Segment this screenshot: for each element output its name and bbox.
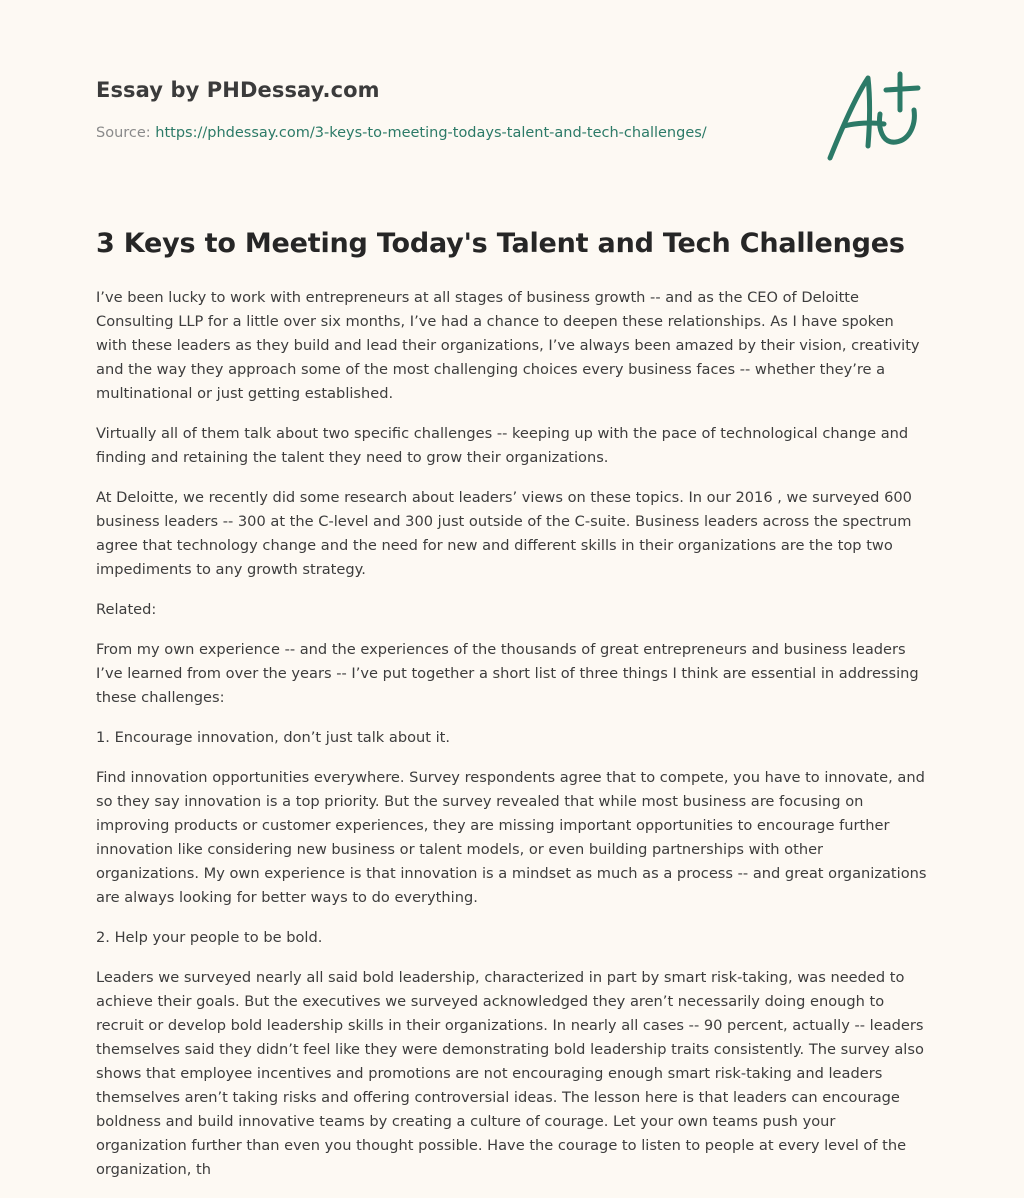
site-brand: Essay by PHDessay.com <box>96 78 380 102</box>
article-paragraph: Leaders we surveyed nearly all said bold leadership, characterized in part by smart risk-taking, was needed to achieve their goals. But the executives we surveyed acknowledged they aren’t necessarily doing enough to recruit or develop bold leadership skills in their organizations. In nearly all cases -- 90 percent, actually -- leaders themselves said they didn’t feel like they were demonstrating bold leadership traits consistently. The survey also shows that employee incentives and promotions are not encouraging enough smart risk-taking and leaders themselves aren’t taking risks and offering controversial ideas. The lesson here is that leaders can encourage boldness and build innovative teams by creating a culture of courage. Let your own teams push your organization further than even you thought possible. Have the courage to listen to people at every level of the organization, th <box>96 969 924 1178</box>
article-title: 3 Keys to Meeting Today's Talent and Tech Challenges <box>96 228 905 259</box>
article-paragraph: I’ve been lucky to work with entrepreneurs at all stages of business growth -- and as the CEO of Deloitte Consulting LLP for a little over six months, I’ve had a chance to deepen these relationships. As I have spoken with these leaders as they build and lead their organizations, I’ve always been amazed by their vision, creativity and the way they approach some of the most challenging choices every business faces -- whether they’re a multinational or just getting established. <box>96 289 920 402</box>
source-line <box>96 125 707 141</box>
article-paragraph: Virtually all of them talk about two specific challenges -- keeping up with the pace of technological change and finding and retaining the talent they need to grow their organizations. <box>96 425 909 466</box>
source-label: Source: <box>96 125 151 141</box>
article-body <box>96 286 928 1198</box>
article-paragraph: Related: <box>96 601 157 618</box>
section-heading: 1. Encourage innovation, don’t just talk about it. <box>96 729 451 746</box>
a-plus-grade-icon <box>820 66 930 166</box>
article-paragraph: At Deloitte, we recently did some research about leaders’ views on these topics. In our 2016 , we surveyed 600 business leaders -- 300 at the C-level and 300 just outside of the C-suite. Business leaders across the spectrum agree that technology change and the need for new and different skills in their organizations are the top two impediments to any growth strategy. <box>96 489 912 578</box>
article-paragraph: From my own experience -- and the experiences of the thousands of great entrepreneurs and business leaders I’ve learned from over the years -- I’ve put together a short list of three things I think are essential in addressing these challenges: <box>96 641 919 706</box>
section-heading: 2. Help your people to be bold. <box>96 929 323 946</box>
source-link[interactable]: https://phdessay.com/3-keys-to-meeting-todays-talent-and-tech-challenges/ <box>155 125 707 141</box>
article-paragraph: Find innovation opportunities everywhere. Survey respondents agree that to compete, you have to innovate, and so they say innovation is a top priority. But the survey revealed that while most business are focusing on improving products or customer experiences, they are missing important opportunities to encourage further innovation like considering new business or talent models, or even building partnerships with other organizations. My own experience is that innovation is a mindset as much as a process -- and great organizations are always looking for better ways to do everything. <box>96 769 927 906</box>
